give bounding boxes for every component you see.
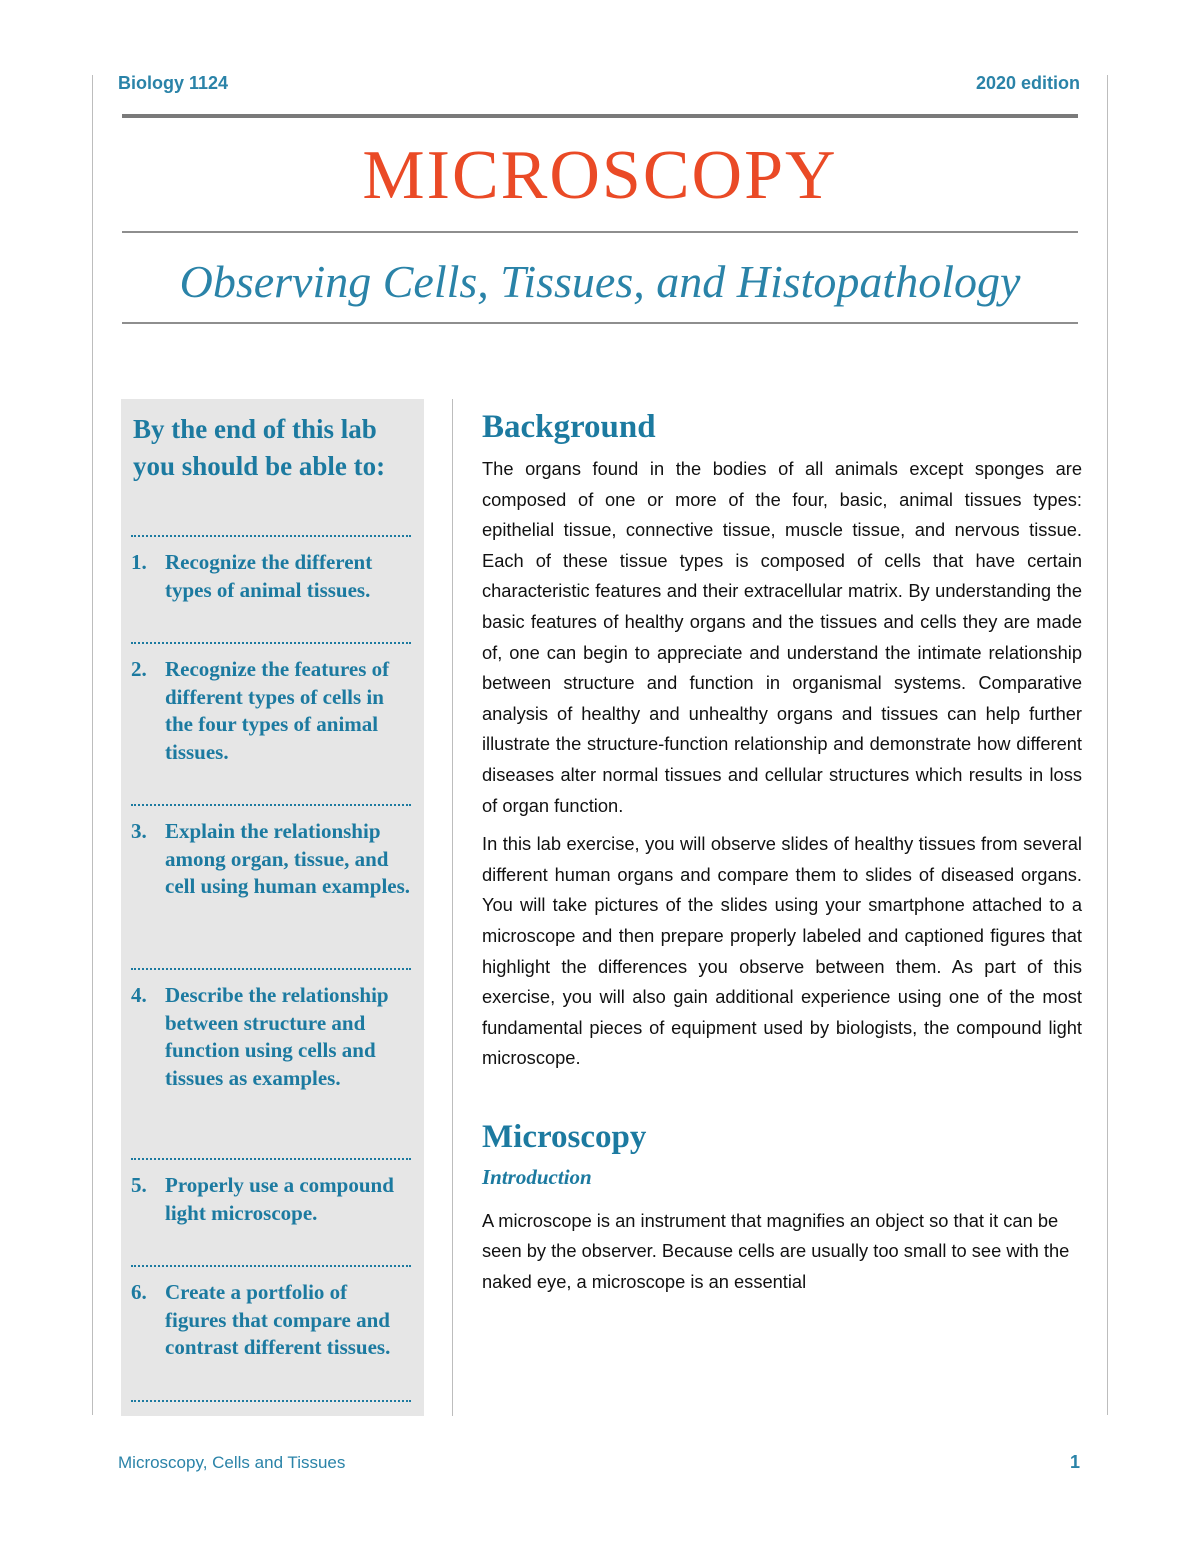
page-subtitle: Observing Cells, Tissues, and Histopathology [179,256,1021,307]
dotted-divider [131,968,411,970]
objective-text: Properly use a compound light microscope. [165,1173,394,1225]
dotted-divider [131,1158,411,1160]
background-paragraph: The organs found in the bodies of all animals except sponges are composed of one or more of the four, basic, animal tissues types: epithelial tissue, connective tissue, muscle tissue, and nervous tissue. Each of these tissue types is composed of cells that have certain characteristic features and their extracellular matrix. By understanding the basic features of healthy organs and the tissues and cells they are made of, one can begin to appreciate and understand the intimate relationship between structure and function in organismal systems. Comparative analysis of healthy and unhealthy organs and tissues can help further illustrate the structure-function relationship and demonstrate how different diseases alter normal tissues and cellular structures which results in loss of organ function. [482,458,1082,816]
header-rule [122,114,1078,118]
objective-item [131,549,413,604]
introduction-subheading: Introduction [482,1164,592,1189]
footer-label: Microscopy, Cells and Tissues [118,1453,346,1472]
microscopy-paragraph: A microscope is an instrument that magnifies an object so that it can be seen by the observer. Because cells are usually too small to see with the naked eye, a microscope is an essential [482,1209,1070,1293]
objective-item [131,982,413,1092]
course-label: Biology 1124 [118,73,229,93]
page-number: 1 [1070,1452,1081,1472]
main-content [482,404,1082,1298]
objective-number: 6. [131,1280,147,1304]
column-divider [452,399,453,1416]
dotted-divider [131,1400,411,1402]
dotted-divider [131,1265,411,1267]
objectives-sidebar [121,399,424,1416]
dotted-divider [131,642,411,644]
objective-item [131,1172,413,1227]
edition-label: 2020 edition [975,73,1080,93]
title-rule [122,231,1078,233]
objective-text: Explain the relationship among organ, tissue, and cell using human examples. [165,819,411,898]
dotted-divider [131,804,411,806]
objective-text: Describe the relationship between structure and function using cells and tissues as examples. [165,983,389,1090]
objective-text: Recognize the features of different types of cells in the four types of animal tissues. [165,657,390,764]
objective-text: Create a portfolio of figures that compare and contrast different tissues. [165,1280,391,1359]
objective-item [131,818,413,901]
subtitle-rule [122,322,1078,324]
dotted-divider [131,535,411,537]
objective-number: 1. [131,550,147,574]
background-paragraph: In this lab exercise, you will observe slides of healthy tissues from several different human organs and compare them to slides of diseased organs. You will take pictures of the slides using your smartphone attached to a microscope and then prepare properly labeled and captioned figures that highlight the differences you observe between them. As part of this exercise, you will also gain additional experience using one of the most fundamental pieces of equipment used by biologists, the compound light microscope. [482,833,1082,1069]
microscopy-heading: Microscopy [482,1118,647,1155]
background-heading: Background [482,409,656,445]
objective-item [131,656,413,766]
page-title: MICROSCOPY [362,137,838,214]
objectives-heading: By the end of this lab you should be able to: [133,414,386,481]
objective-number: 5. [131,1173,147,1197]
objective-number: 4. [131,983,147,1007]
objective-number: 3. [131,819,147,843]
objective-number: 2. [131,657,147,681]
objective-text: Recognize the different types of animal tissues. [165,550,373,602]
objective-item [131,1279,413,1362]
